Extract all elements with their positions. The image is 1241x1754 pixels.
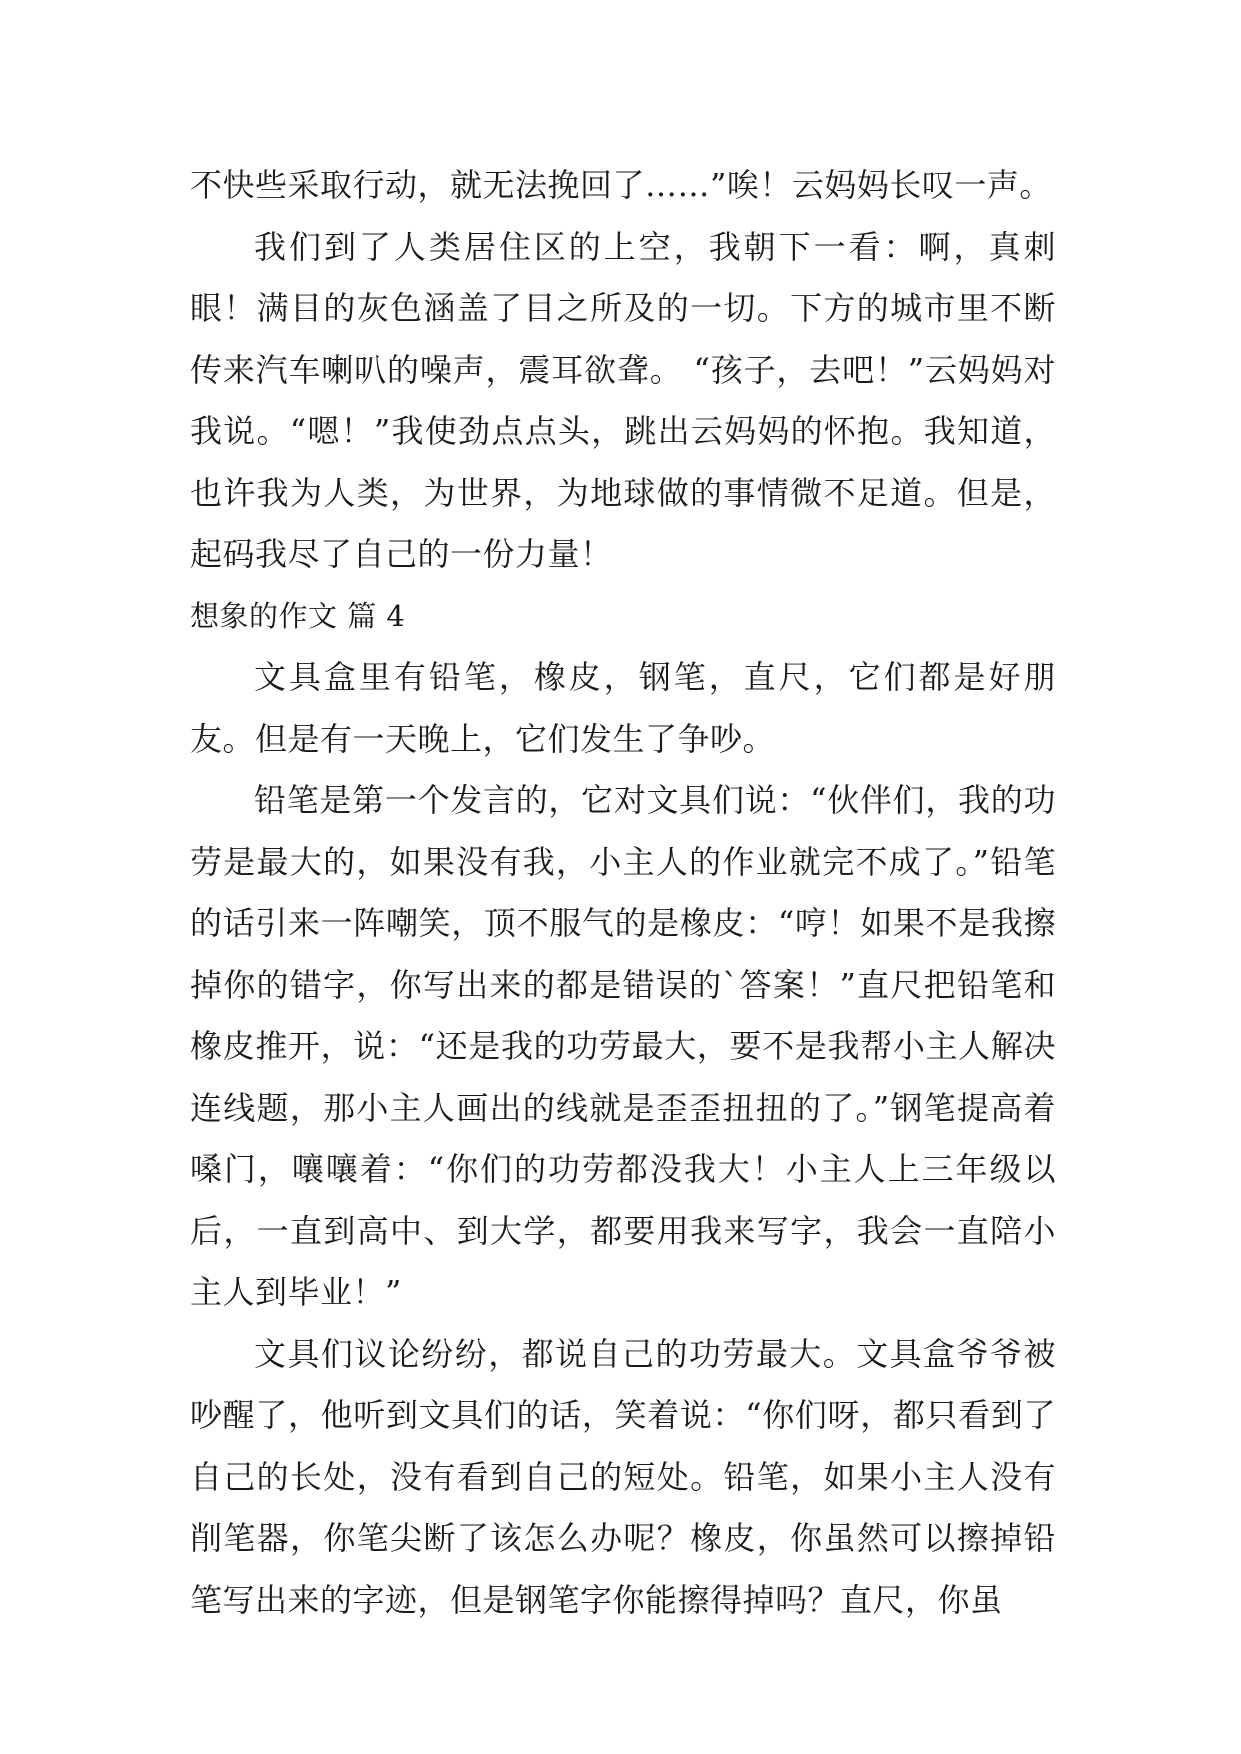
section-heading: 想象的作文 篇 4 (190, 598, 406, 633)
document-page (190, 155, 1056, 1631)
paragraph-1: 不快些采取行动，就无法挽回了……”唉！云妈妈长叹一声。 (190, 166, 1052, 204)
paragraph-4: 铅笔是第一个发言的，它对文具们说：“伙伴们，我的功劳是最大的，如果没有我，小主人的作业就完不成了。”铅笔的话引来一阵嘲笑，顶不服气的是橡皮：“哼！如果不是我擦掉你的错字，你写出来的都是错误的`答案！”直尺把铅笔和橡皮推开，说：“还是我的功劳最大，要不是我帮小主人解决连线题，那小主人画出的线就是歪歪扭扭的了。”钢笔提高着嗓门，嚷嚷着：“你们的功劳都没我大！小主人上三年级以后，一直到高中、到大学，都要用我来写字，我会一直陪小主人到毕业！” (190, 781, 1056, 1311)
paragraph-2: 我们到了人类居住区的上空，我朝下一看：啊，真刺眼！满目的灰色涵盖了目之所及的一切。下方的城市里不断传来汽车喇叭的噪声，震耳欲聋。 “孩子，去吧！”云妈妈对我说。“嗯！”我使劲点点头，跳出云妈妈的怀抱。我知道，也许我为人类，为世界，为地球做的事情微不足道。但是，起码我尽了自己的一份力量！ (190, 227, 1056, 573)
paragraph-5: 文具们议论纷纷，都说自己的功劳最大。文具盒爷爷被吵醒了，他听到文具们的话，笑着说：“你们呀，都只看到了自己的长处，没有看到自己的短处。铅笔，如果小主人没有削笔器，你笔尖断了该怎么办呢？橡皮，你虽然可以擦掉铅笔写出来的字迹，但是钢笔字你能擦得掉吗？直尺，你虽 (190, 1334, 1056, 1619)
paragraph-3: 文具盒里有铅笔，橡皮，钢笔，直尺，它们都是好朋友。但是有一天晚上，它们发生了争吵。 (190, 658, 1056, 758)
